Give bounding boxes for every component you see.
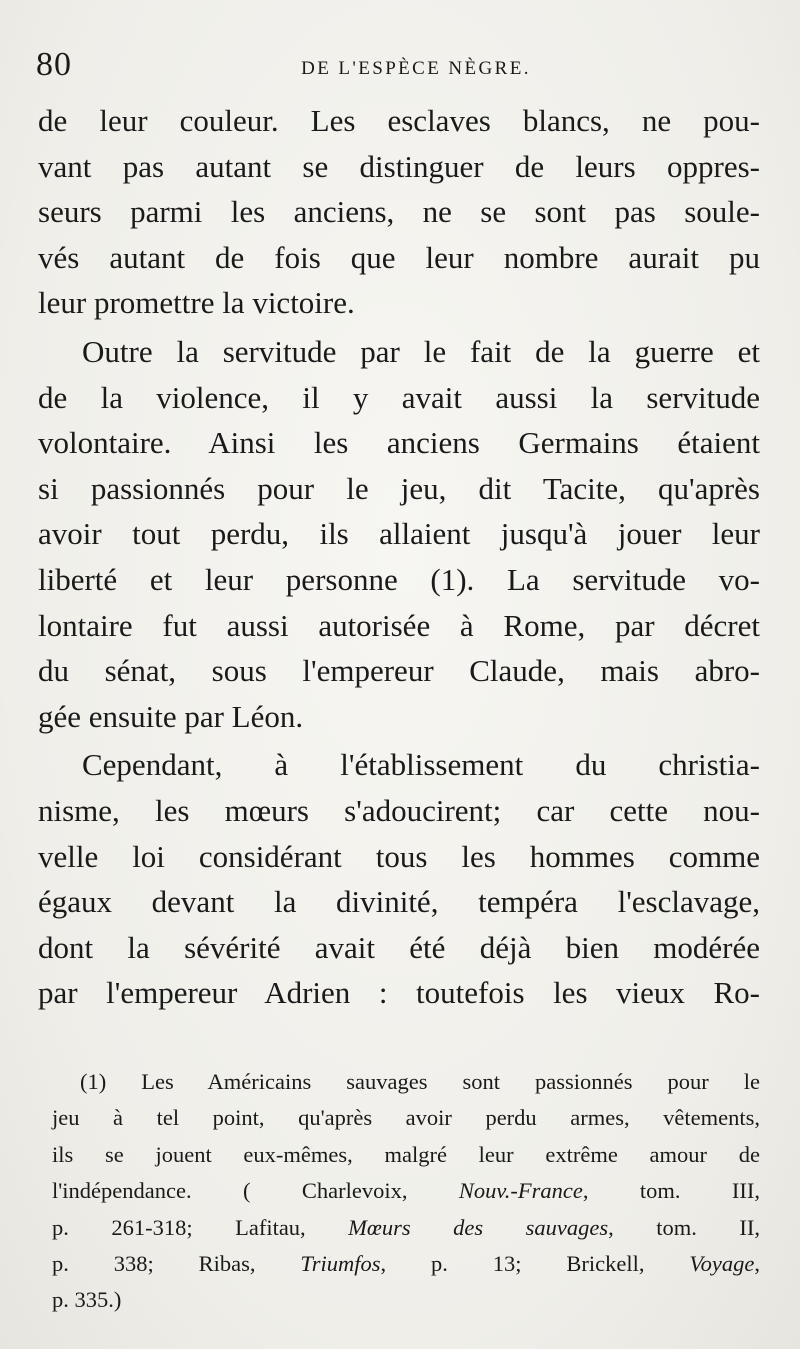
text-line: de leur couleur. Les esclaves blancs, ne pou- bbox=[38, 103, 760, 138]
text-line: Cependant, à l'établissement du christia- bbox=[82, 747, 760, 783]
page-number: 80 bbox=[36, 46, 72, 83]
footnote-text: , tom. III, bbox=[582, 1178, 760, 1204]
footnote-text: , tom. II, bbox=[608, 1214, 760, 1240]
footnote-line: jeu à tel point, qu'après avoir perdu armes, vêtements, bbox=[52, 1105, 760, 1131]
footnote-line: p. 335.) bbox=[52, 1287, 122, 1313]
text-line: vant pas autant se distinguer de leurs oppres- bbox=[38, 148, 760, 184]
text-line: de la violence, il y avait aussi la servitude bbox=[38, 379, 760, 415]
footnote-text: p. 338; Ribas, bbox=[52, 1250, 301, 1276]
text-line: velle loi considérant tous les hommes comme bbox=[38, 838, 760, 874]
text-line: dont la sévérité avait été déjà bien modérée bbox=[38, 929, 760, 965]
footnote-line bbox=[52, 1246, 760, 1282]
text-line: leur promettre la victoire. bbox=[38, 285, 355, 321]
footnote-text: p. 261-318; Lafitau, bbox=[52, 1214, 349, 1240]
main-text bbox=[38, 98, 760, 1016]
footnote-title: Nouv.-France bbox=[458, 1178, 583, 1204]
footnote-text: l'indépendance. ( Charlevoix, bbox=[52, 1178, 459, 1204]
text-line: Outre la servitude par le fait de la guerre et bbox=[82, 333, 760, 369]
footnote-text: , p. 13; Brickell, bbox=[380, 1250, 690, 1276]
footnote-title: Voyage bbox=[689, 1250, 755, 1276]
footnote-line bbox=[52, 1173, 760, 1209]
text-line: volontaire. Ainsi les anciens Germains étaient bbox=[38, 425, 760, 461]
footnote-line: (1) Les Américains sauvages sont passionnés pour le bbox=[80, 1069, 760, 1094]
footnote-title: Mœurs des sauvages bbox=[348, 1214, 609, 1240]
footnote-text: , bbox=[754, 1250, 760, 1276]
text-line: égaux devant la divinité, tempéra l'esclavage, bbox=[38, 884, 760, 920]
text-line: si passionnés pour le jeu, dit Tacite, qu'après bbox=[38, 470, 760, 506]
text-line: nisme, les mœurs s'adoucirent; car cette nou- bbox=[38, 792, 760, 828]
footnote-line: ils se jouent eux-mêmes, malgré leur extrême amour de bbox=[52, 1141, 760, 1167]
text-line: liberté et leur personne (1). La servitude vo- bbox=[38, 561, 760, 597]
text-line: par l'empereur Adrien : toutefois les vieux Ro- bbox=[38, 975, 760, 1011]
text-line: gée ensuite par Léon. bbox=[38, 698, 304, 734]
text-line: seurs parmi les anciens, ne se sont pas soule- bbox=[38, 194, 760, 230]
footnote bbox=[52, 1064, 760, 1319]
text-line: avoir tout perdu, ils allaient jusqu'à jouer leur bbox=[38, 516, 760, 552]
text-line: du sénat, sous l'empereur Claude, mais abro- bbox=[38, 653, 760, 689]
page-header bbox=[32, 46, 760, 86]
text-line: lontaire fut aussi autorisée à Rome, par décret bbox=[38, 607, 760, 643]
text-line: vés autant de fois que leur nombre aurait pu bbox=[38, 239, 760, 275]
footnote-title: Triumfos bbox=[300, 1250, 381, 1276]
running-head: DE L'ESPÈCE NÈGRE. bbox=[301, 58, 531, 79]
footnote-line bbox=[52, 1210, 760, 1246]
